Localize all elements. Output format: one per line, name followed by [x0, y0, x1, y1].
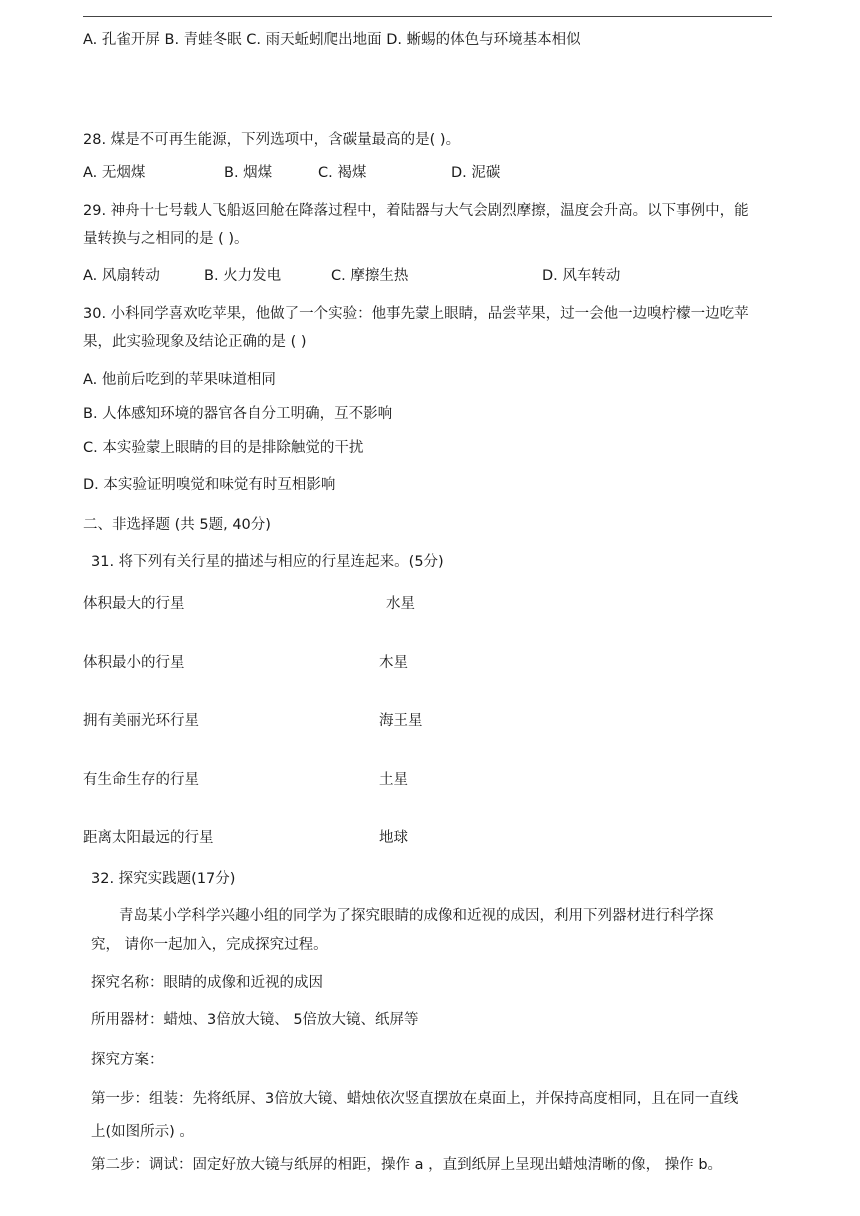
q31-stem: 31. 将下列有关行星的描述与相应的行星连起来。(5分)	[91, 554, 444, 570]
q28-option-b: B. 烟煤	[224, 165, 273, 181]
q29-option-b: B. 火力发电	[204, 268, 282, 284]
q29-option-c: C. 摩擦生热	[331, 268, 409, 284]
q31-planet: 土星	[379, 772, 408, 788]
q28-option-a: A. 无烟煤	[83, 165, 146, 181]
q32-step1-line2: 上(如图所示) 。	[91, 1124, 194, 1140]
q29-option-d: D. 风车转动	[542, 268, 621, 284]
q31-description: 体积最大的行星	[83, 596, 185, 612]
q30-option-b: B. 人体感知环境的器官各自分工明确，互不影响	[83, 406, 393, 422]
q30-option-a: A. 他前后吃到的苹果味道相同	[83, 372, 276, 388]
q31-planet: 地球	[379, 830, 408, 846]
q32-materials: 所用器材：蜡烛、3倍放大镜、 5倍放大镜、纸屏等	[91, 1012, 419, 1028]
q28-option-d: D. 泥碳	[451, 165, 501, 181]
q32-plan: 探究方案：	[91, 1052, 164, 1068]
q29-stem-line1: 29. 神舟十七号载人飞船返回舱在降落过程中，着陆器与大气会剧烈摩擦，温度会升高。以下事例中，能	[83, 203, 749, 219]
q32-stem: 32. 探究实践题(17分)	[91, 871, 236, 887]
q32-intro-line2: 究， 请你一起加入，完成探究过程。	[91, 937, 328, 953]
q29-option-a: A. 风扇转动	[83, 268, 160, 284]
q31-planet: 海王星	[379, 713, 423, 729]
q30-stem-line1: 30. 小科同学喜欢吃苹果，他做了一个实验：他事先蒙上眼睛，品尝苹果，过一会他一边嗅柠檬一边吃苹	[83, 306, 749, 322]
top-divider	[83, 16, 772, 17]
q28-stem: 28. 煤是不可再生能源，下列选项中，含碳量最高的是( )。	[83, 132, 461, 148]
q32-step1-line1: 第一步：组装：先将纸屏、3倍放大镜、蜡烛依次竖直摆放在桌面上，并保持高度相同，且在同一直线	[91, 1091, 739, 1107]
q31-description: 距离太阳最远的行星	[83, 830, 214, 846]
q31-description: 拥有美丽光环行星	[83, 713, 199, 729]
q31-planet: 木星	[379, 655, 408, 671]
q30-stem-line2: 果，此实验现象及结论正确的是 ( )	[83, 334, 307, 350]
q31-planet: 水星	[386, 596, 415, 612]
section-two-title: 二、非选择题 (共 5题, 40分)	[83, 517, 271, 533]
q32-step2: 第二步：调试：固定好放大镜与纸屏的相距，操作 a ，直到纸屏上呈现出蜡烛清晰的像， 操作 b。	[91, 1157, 723, 1173]
q30-option-c: C. 本实验蒙上眼睛的目的是排除触觉的干扰	[83, 440, 364, 456]
q30-option-d: D. 本实验证明嗅觉和味觉有时互相影响	[83, 477, 336, 493]
q27-options: A. 孔雀开屏 B. 青蛙冬眠 C. 雨天蚯蚓爬出地面 D. 蜥蜴的体色与环境基本相似	[83, 32, 581, 48]
q32-name: 探究名称：眼睛的成像和近视的成因	[91, 975, 323, 991]
q29-stem-line2: 量转换与之相同的是 ( )。	[83, 231, 249, 247]
q31-description: 有生命生存的行星	[83, 772, 199, 788]
q28-option-c: C. 褐煤	[318, 165, 367, 181]
q31-description: 体积最小的行星	[83, 655, 185, 671]
q32-intro-line1: 青岛某小学科学兴趣小组的同学为了探究眼睛的成像和近视的成因，利用下列器材进行科学探	[119, 908, 714, 924]
